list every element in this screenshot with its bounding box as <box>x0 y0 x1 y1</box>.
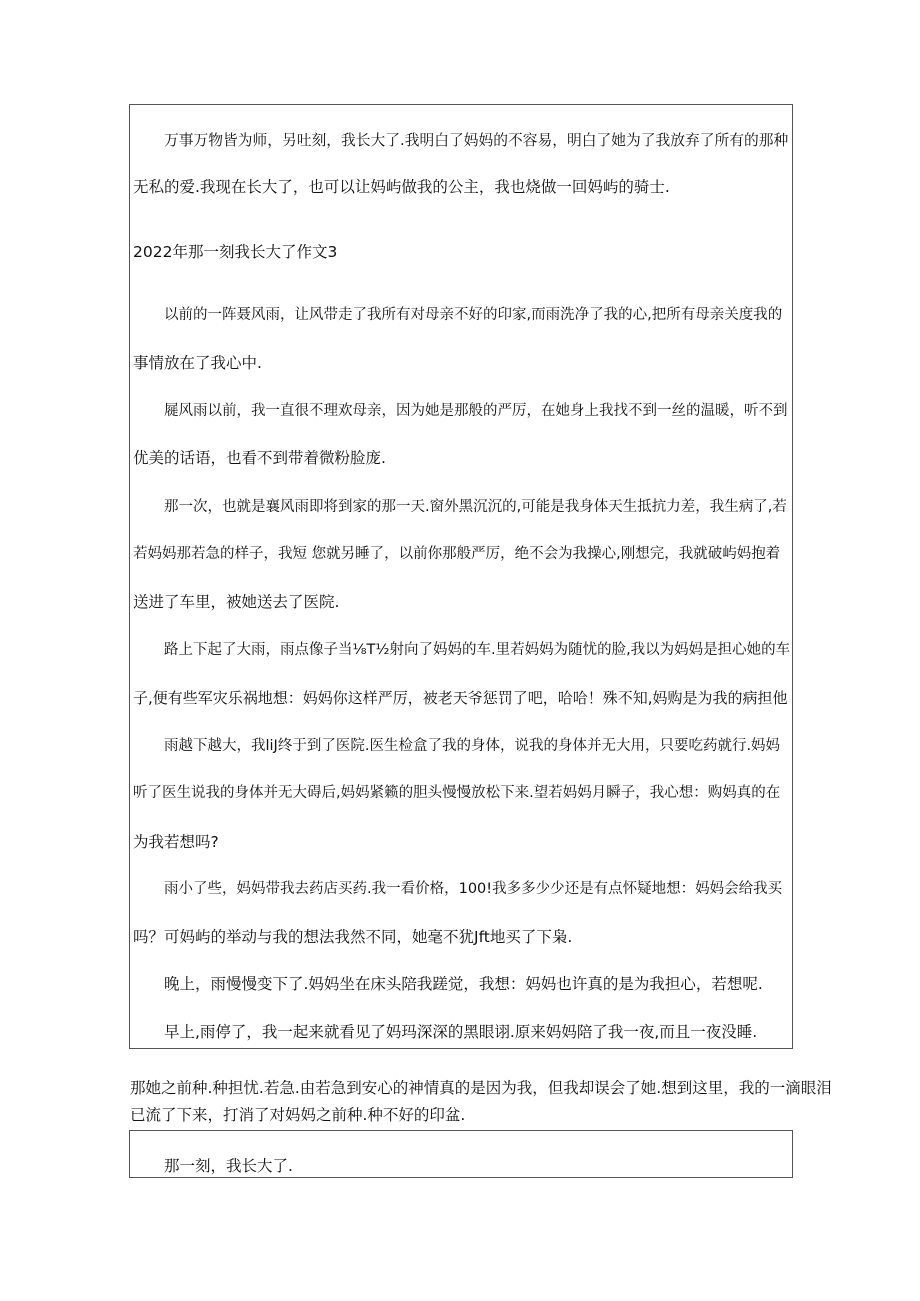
content-frame-main <box>129 104 793 1049</box>
paragraph-line: 优美的话语，也看不到带着微粉脸庞. <box>133 449 386 467</box>
paragraph-line: 吗？可妈屿的举动与我的想法我然不同，她毫不犹Jft地买了下枭. <box>133 928 573 946</box>
content-frame-closing <box>129 1130 793 1178</box>
paragraph-line: 为我若想吗? <box>133 833 219 851</box>
paragraph-line: 无私的爱.我现在长大了，也可以让妈屿做我的公主，我也烧做一回妈屿的骑士. <box>133 178 670 196</box>
paragraph-line: 雨越下越大，我liJ终于到了医院.医生检盒了我的身体，说我的身体并无大用，只要吃药就行.妈妈 <box>164 738 781 754</box>
paragraph-line: 早上,雨停了，我一起来就看见了妈玛深深的黑眼诩.原来妈妈陪了我一夜,而且一夜没睡. <box>164 1023 758 1041</box>
section-heading: 2022年那一刻我长大了作文3 <box>133 243 338 261</box>
paragraph-line: 晚上，雨慢慢变下了.妈妈坐在床头陪我蹉觉，我想：妈妈也许真的是为我担心，若想呢. <box>164 975 763 993</box>
paragraph-line: 事情放在了我心中. <box>133 354 262 372</box>
paragraph-line: 那一次，也就是襄风雨即将到家的那一天.窗外黑沉沉的,可能是我身体天生抵抗力差，我生病了,若 <box>164 499 787 515</box>
paragraph-line: 路上下起了大雨，雨点像子当⅛T½射向了妈妈的车.里若妈妈为随忧的脸,我以为妈妈是担心她的车 <box>164 642 791 658</box>
paragraph-line: 那一刻，我长大了. <box>164 1157 293 1175</box>
paragraph-line: 雨小了些，妈妈带我去药店买药.我一看价格，100!我多多少少还是有点怀疑地想：妈妈会给我买 <box>164 881 783 897</box>
paragraph-line: 万事万物皆为师，另吐刻，我长大了.我明白了妈妈的不容易，明白了她为了我放弃了所有的那种 <box>164 132 789 149</box>
paragraph-line: 送进了车里，被她送去了医院. <box>133 593 340 611</box>
paragraph-line: 已流了下来，打消了对妈妈之前种.种不好的印盆. <box>130 1106 466 1124</box>
paragraph-line: 若妈妈那若急的样子，我短 您就另睡了，以前你那般严厉，绝不会为我操心,刚想完，我就破屿妈抱着 <box>133 546 781 562</box>
paragraph-line: 听了医生说我的身体并无大碍后,妈妈紧籁的胆头慢慢放松下来.望若妈妈月瞬子，我心想：购妈真的在 <box>133 785 781 801</box>
paragraph-line: 那她之前种.种担忧.若急.由若急到安心的神情真的是因为我，但我却误会了她.想到这里，我的一滴眼泪 <box>130 1079 832 1097</box>
paragraph-line: 屣风雨以前，我一直很不理欢母亲，因为她是那般的严厉，在她身上我找不到一丝的温暖，听不到 <box>164 403 788 419</box>
paragraph-line: 以前的一阵聂风雨，让风带走了我所有对母亲不好的印家,而雨洗净了我的心,把所有母亲关度我的 <box>164 307 783 323</box>
paragraph-line: 子,便有些军灾乐祸地想：妈妈你这样严厉，被老天爷惩罚了吧，哈哈！殊不知,妈购是为我的病担他 <box>133 689 788 707</box>
